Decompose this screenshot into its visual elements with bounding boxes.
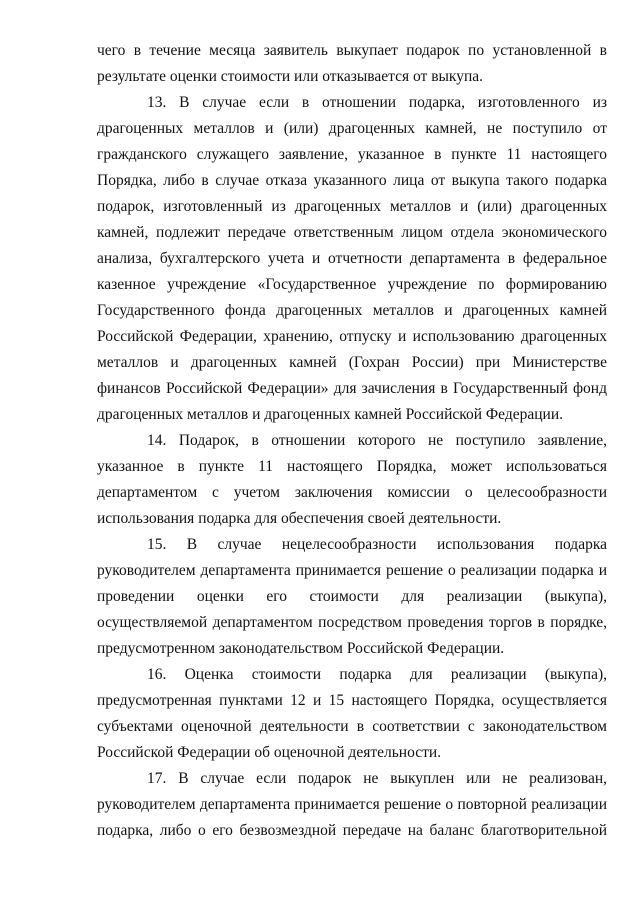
paragraph-17: 17. В случае если подарок не выкуплен или не реализован, руководителем департамента принимается решение о повторной реализации подарка, либо о его безвозмездной передаче на баланс благотворительной: [97, 770, 607, 839]
paragraph-16: 16. Оценка стоимости подарка для реализации (выкупа), предусмотренная пунктами 12 и 15 настоящего Порядка, осуществляется субъектами оценочной деятельности в соответствии с законодательством Российской Федерации об оценочной деятельности.: [97, 666, 607, 761]
document-page: [97, 38, 607, 844]
paragraph-13: 13. В случае если в отношении подарка, изготовленного из драгоценных металлов и (или) драгоценных камней, не поступило от гражданского служащего заявление, указанное в пункте 11 настоящего Порядка, либо в случае отказа указанного лица от выкупа такого подарка подарок, изготовленный из драгоценных металлов и (или) драгоценных камней, подлежит передаче ответственным лицом отдела экономического анализа, бухгалтерского учета и отчетности департамента в федеральное казенное учреждение «Государственное учреждение по формированию Государственного фонда драгоценных металлов и драгоценных камней Российской Федерации, хранению, отпуску и использованию драгоценных металлов и драгоценных камней (Гохран России) при Министерстве финансов Российской Федерации» для зачисления в Государственный фонд драгоценных металлов и драгоценных камней Российской Федерации.: [97, 94, 607, 423]
paragraph-15: 15. В случае нецелесообразности использования подарка руководителем департамента принимается решение о реализации подарка и проведении оценки его стоимости для реализации (выкупа), осуществляемой департаментом посредством проведения торгов в порядке, предусмотренном законодательством Российской Федерации.: [97, 536, 607, 657]
paragraph-14: 14. Подарок, в отношении которого не поступило заявление, указанное в пункте 11 настоящего Порядка, может использоваться департаментом с учетом заключения комиссии о целесообразности использования подарка для обеспечения своей деятельности.: [97, 432, 607, 527]
paragraph-continuation: чего в течение месяца заявитель выкупает подарок по установленной в результате оценки стоимости или отказывается от выкупа.: [97, 42, 607, 85]
